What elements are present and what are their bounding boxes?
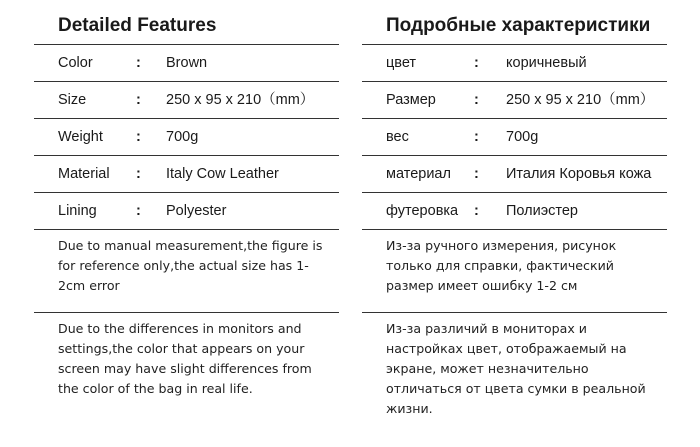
spec-row-weight [362, 119, 667, 156]
measurement-note: Due to manual measurement,the figure is for reference only,the actual size has 1-2cm error [34, 230, 339, 313]
spec-row-weight [34, 119, 339, 156]
spec-label: Weight [58, 129, 103, 145]
separator: : [136, 129, 141, 145]
spec-value: коричневый [506, 55, 587, 71]
separator: : [136, 203, 141, 219]
spec-label: Size [58, 92, 87, 108]
spec-row-lining [34, 193, 339, 230]
separator: : [474, 55, 479, 71]
spec-row-color [362, 45, 667, 82]
spec-value: 700g [506, 129, 539, 145]
russian-spec-column [362, 0, 667, 416]
spec-row-material [362, 156, 667, 193]
separator: : [136, 92, 141, 108]
spec-value: Brown [166, 55, 208, 71]
spec-label: Размер [386, 92, 436, 108]
spec-value: 250 x 95 x 210（mm） [166, 92, 315, 108]
english-spec-column [34, 0, 339, 408]
spec-label: Color [58, 55, 93, 71]
separator: : [474, 203, 479, 219]
separator: : [136, 55, 141, 71]
spec-label: цвет [386, 55, 417, 71]
spec-label: Material [58, 166, 110, 182]
spec-row-size [362, 82, 667, 119]
spec-row-material [34, 156, 339, 193]
spec-label: футеровка [386, 203, 459, 219]
section-title: Detailed Features [34, 0, 339, 45]
measurement-note: Из-за ручного измерения, рисунок только для справки, фактический размер имеет ошибку 1-2 см [362, 230, 667, 313]
section-title: Подробные характеристики [362, 0, 667, 45]
spec-value: Italy Cow Leather [166, 166, 279, 182]
spec-row-color [34, 45, 339, 82]
spec-row-size [34, 82, 339, 119]
spec-value: 700g [166, 129, 199, 145]
spec-value: Италия Коровья кожа [506, 166, 652, 182]
spec-value: Полиэстер [506, 203, 578, 219]
spec-value: 250 x 95 x 210（mm） [506, 92, 655, 108]
separator: : [136, 166, 141, 182]
spec-value: Polyester [166, 203, 227, 219]
spec-label: Lining [58, 203, 97, 219]
spec-label: вес [386, 129, 409, 145]
color-note: Из-за различий в мониторах и настройках цвет, отображаемый на экране, может незначительно отличаться от цвета сумки в реальной жизни. [386, 321, 646, 416]
spec-label: материал [386, 166, 451, 182]
separator: : [474, 92, 479, 108]
color-note: Due to the differences in monitors and settings,the color that appears on your screen may have slight differences from the color of the bag in real life. [58, 321, 312, 396]
separator: : [474, 166, 479, 182]
separator: : [474, 129, 479, 145]
spec-row-lining [362, 193, 667, 230]
